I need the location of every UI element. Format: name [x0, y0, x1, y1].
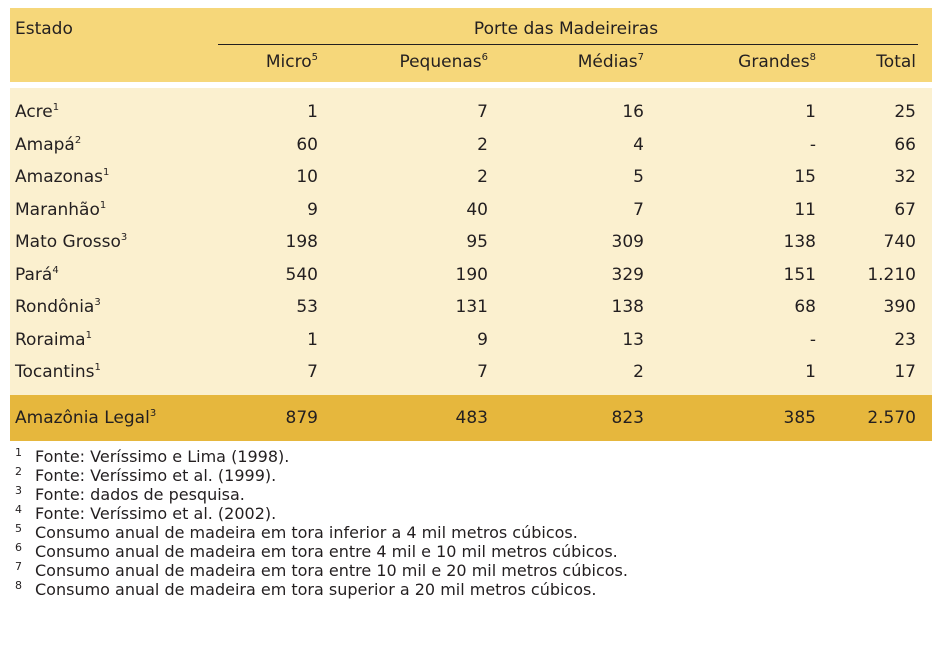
total-cell: 879 [285, 407, 318, 428]
header-col-pequenas: Pequenas$^6$ [399, 52, 488, 72]
footnote [15, 504, 932, 523]
total-label: Amazônia Legal$^3$ [15, 407, 157, 428]
row-cell: 151 [783, 264, 816, 285]
row-cell: 32 [894, 167, 916, 188]
row-estado: Amazonas$^1$ [15, 167, 110, 188]
header-porte: Porte das Madeireiras [473, 19, 659, 39]
row-cell: 1.210 [867, 264, 916, 285]
row-cell: 7 [477, 102, 488, 123]
table-header [10, 8, 932, 82]
total-cell: 823 [611, 407, 644, 428]
header-estado: Estado [15, 19, 73, 39]
row-cell: 329 [611, 264, 644, 285]
row-estado: Mato Grosso$^3$ [15, 232, 128, 253]
table-row [10, 161, 932, 194]
row-estado: Amapá$^2$ [15, 134, 82, 155]
row-cell: 740 [883, 232, 916, 253]
table-row [10, 226, 932, 259]
row-cell: 60 [296, 134, 318, 155]
table-body [10, 88, 932, 395]
row-cell: 1 [307, 329, 318, 350]
footnote-text: Fonte: Veríssimo et al. (2002). [35, 503, 277, 523]
row-cell: 138 [611, 297, 644, 318]
madeireiras-table [10, 8, 932, 599]
total-cell: 2.570 [867, 407, 916, 428]
row-cell: 25 [894, 102, 916, 123]
footnote [15, 447, 932, 466]
row-cell: 190 [455, 264, 488, 285]
row-cell: 309 [611, 232, 644, 253]
header-col-grandes: Grandes$^8$ [738, 52, 816, 72]
footnote-text: Consumo anual de madeira em tora entre 4 mil e 10 mil metros cúbicos. [35, 541, 618, 561]
row-estado: Roraima$^1$ [15, 329, 92, 350]
row-cell: 13 [622, 329, 644, 350]
table-total-row [10, 395, 932, 441]
row-cell: 95 [466, 232, 488, 253]
row-cell: 2 [477, 134, 488, 155]
table-row [10, 194, 932, 227]
row-cell: 10 [296, 167, 318, 188]
row-cell: 2 [633, 362, 644, 383]
row-estado: Maranhão$^1$ [15, 199, 107, 220]
header-col-total: Total [876, 52, 916, 72]
row-cell: 7 [477, 362, 488, 383]
row-cell: 53 [296, 297, 318, 318]
footnote-number: 3 [15, 483, 22, 497]
footnote-text: Fonte: Veríssimo e Lima (1998). [35, 446, 290, 466]
row-cell: 7 [307, 362, 318, 383]
footnote-number: 5 [15, 521, 22, 535]
footnote-number: 7 [15, 559, 22, 573]
footnotes [10, 447, 932, 599]
footnote [15, 466, 932, 485]
row-cell: 68 [794, 297, 816, 318]
table-row [10, 356, 932, 389]
table-row [10, 291, 932, 324]
table-row [10, 324, 932, 357]
row-cell: 198 [285, 232, 318, 253]
row-cell: 11 [794, 199, 816, 220]
row-cell: 16 [622, 102, 644, 123]
row-cell: 7 [633, 199, 644, 220]
row-cell: 66 [894, 134, 916, 155]
row-cell: 138 [783, 232, 816, 253]
footnote [15, 485, 932, 504]
header-rule [218, 44, 918, 45]
row-estado: Acre$^1$ [15, 102, 60, 123]
footnote [15, 542, 932, 561]
row-cell: 1 [307, 102, 318, 123]
row-cell: - [809, 329, 816, 350]
footnote-number: 6 [15, 540, 22, 554]
header-col-micro: Micro$^5$ [265, 52, 318, 72]
row-cell: 540 [285, 264, 318, 285]
footnote-text: Fonte: dados de pesquisa. [35, 484, 245, 504]
footnote [15, 561, 932, 580]
footnote-text: Consumo anual de madeira em tora entre 10 mil e 20 mil metros cúbicos. [35, 560, 628, 580]
row-cell: 4 [633, 134, 644, 155]
footnote-text: Fonte: Veríssimo et al. (1999). [35, 465, 277, 485]
row-estado: Tocantins$^1$ [15, 362, 101, 383]
row-cell: 5 [633, 167, 644, 188]
row-cell: 1 [805, 362, 816, 383]
row-cell: 67 [894, 199, 916, 220]
row-cell: 9 [307, 199, 318, 220]
footnote-number: 2 [15, 464, 22, 478]
footnote-text: Consumo anual de madeira em tora superior a 20 mil metros cúbicos. [35, 579, 597, 599]
footnote [15, 580, 932, 599]
row-cell: 2 [477, 167, 488, 188]
footnote-number: 1 [15, 445, 22, 459]
row-estado: Rondônia$^3$ [15, 297, 101, 318]
footnote-number: 4 [15, 502, 22, 516]
total-cell: 483 [455, 407, 488, 428]
row-cell: 1 [805, 102, 816, 123]
row-cell: - [809, 134, 816, 155]
row-estado: Pará$^4$ [15, 264, 59, 285]
row-cell: 131 [455, 297, 488, 318]
row-cell: 17 [894, 362, 916, 383]
row-cell: 40 [466, 199, 488, 220]
row-cell: 15 [794, 167, 816, 188]
table-row [10, 259, 932, 292]
row-cell: 9 [477, 329, 488, 350]
row-cell: 390 [883, 297, 916, 318]
row-cell: 23 [894, 329, 916, 350]
header-col-medias: Médias$^7$ [577, 52, 644, 72]
footnote-text: Consumo anual de madeira em tora inferior a 4 mil metros cúbicos. [35, 522, 578, 542]
footnote-number: 8 [15, 578, 22, 592]
footnote [15, 523, 932, 542]
total-cell: 385 [783, 407, 816, 428]
table-row [10, 129, 932, 162]
table-row [10, 96, 932, 129]
